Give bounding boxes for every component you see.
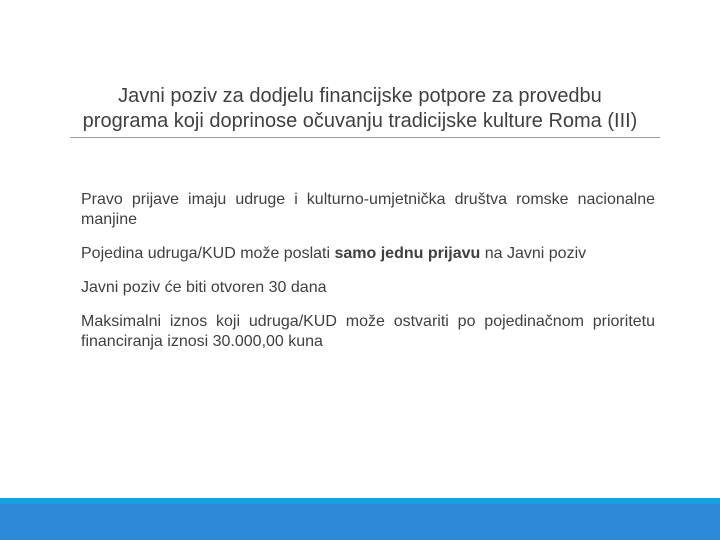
title-divider bbox=[70, 137, 660, 138]
footer-accent-highlight bbox=[0, 498, 720, 504]
paragraph-max-amount: Maksimalni iznos koji udruga/KUD može ostvariti po pojedinačnom prioritetu financiranja iznosi 30.000,00 kuna bbox=[81, 313, 655, 350]
paragraph-one-application-text-pre: Pojedina udruga/KUD može poslati bbox=[81, 245, 335, 262]
paragraph-one-application-text-post: na Javni poziv bbox=[480, 245, 587, 262]
slide-body bbox=[81, 190, 655, 352]
slide-title bbox=[70, 84, 650, 134]
slide-title-line-1: Javni poziv za dodjelu financijske potpore za provedbu bbox=[118, 85, 602, 107]
paragraph-duration: Javni poziv će biti otvoren 30 dana bbox=[81, 279, 327, 296]
paragraph-one-application-emphasis: samo jednu prijavu bbox=[334, 245, 481, 262]
paragraph-one-application bbox=[81, 244, 655, 264]
slide-title-line-2: programa koji doprinose očuvanju tradicijske kulture Roma (III) bbox=[82, 110, 638, 132]
footer-accent-bar bbox=[0, 498, 720, 540]
paragraph-eligibility: Pravo prijave imaju udruge i kulturno-umjetnička društva romske nacionalne manjine bbox=[81, 191, 655, 228]
